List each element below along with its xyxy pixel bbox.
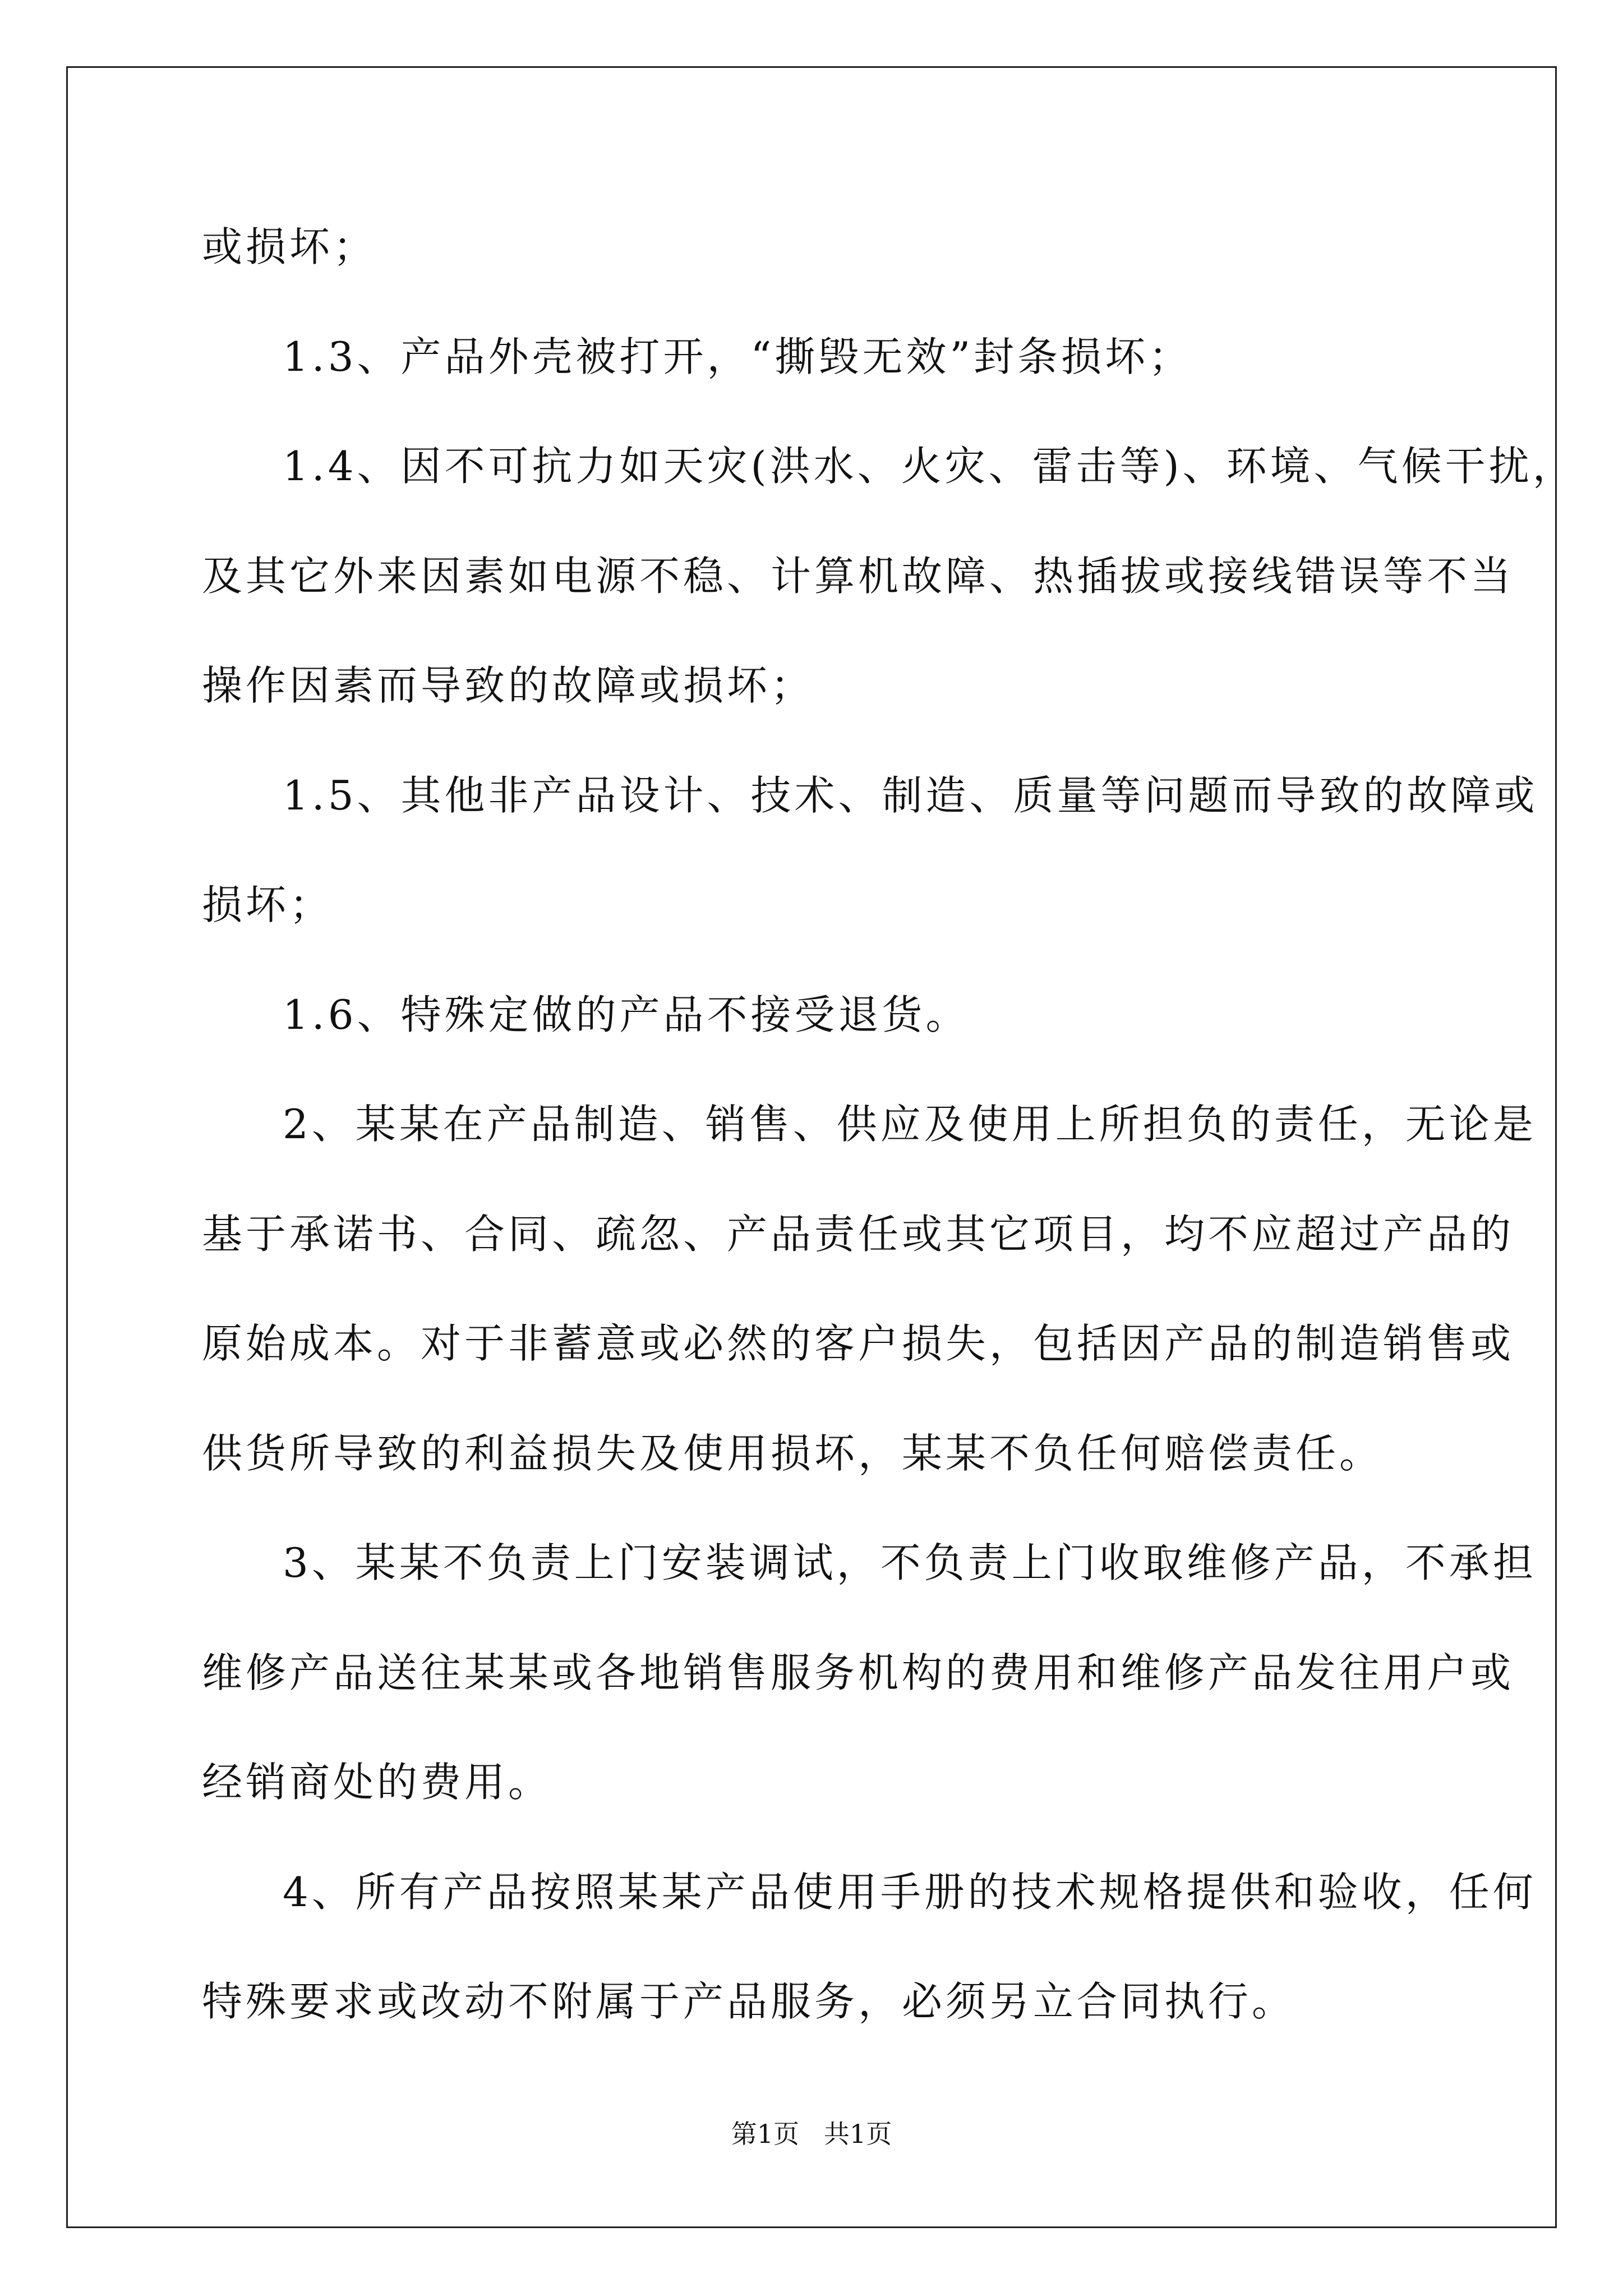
text-line-9: 2、某某在产品制造、销售、供应及使用上所担负的责任，无论是 [283,1101,1537,1148]
text-line-13: 3、某某不负责上门安装调试，不负责上门收取维修产品，不承担 [283,1539,1537,1586]
text-line-2: 1.3、产品外壳被打开，“撕毁无效”封条损坏； [283,333,1193,380]
text-line-3: 1.4、因不可抗力如天灾(洪水、火灾、雷击等)、环境、气候干扰， [283,443,1576,490]
document-body [202,219,1576,2083]
text-line-4: 及其它外来因素如电源不稳、计算机故障、热插拔或接线错误等不当 [202,552,1515,600]
text-line-1: 或损坏； [202,223,377,270]
text-line-16: 4、所有产品按照某某产品使用手册的技术规格提供和验收，任何 [283,1868,1537,1916]
text-line-5: 操作因素而导致的故障或损坏； [202,662,815,709]
text-line-17: 特殊要求或改动不附属于产品服务，必须另立合同执行。 [202,1978,1296,2025]
text-line-10: 基于承诺书、合同、疏忽、产品责任或其它项目，均不应超过产品的 [202,1210,1515,1258]
text-line-12: 供货所导致的利益损失及使用损坏，某某不负任何赔偿责任。 [202,1429,1384,1477]
text-line-11: 原始成本。对于非蓄意或必然的客户损失，包括因产品的制造销售或 [202,1320,1515,1367]
text-line-6: 1.5、其他非产品设计、技术、制造、质量等问题而导致的故障或 [283,771,1538,819]
text-line-8: 1.6、特殊定做的产品不接受退货。 [283,991,970,1038]
text-line-15: 经销商处的费用。 [202,1759,552,1806]
page-footer: 第1页 共1页 [731,2119,892,2149]
text-line-14: 维修产品送往某某或各地销售服务机构的费用和维修产品发往用户或 [202,1649,1515,1696]
text-line-7: 损坏； [202,881,334,928]
